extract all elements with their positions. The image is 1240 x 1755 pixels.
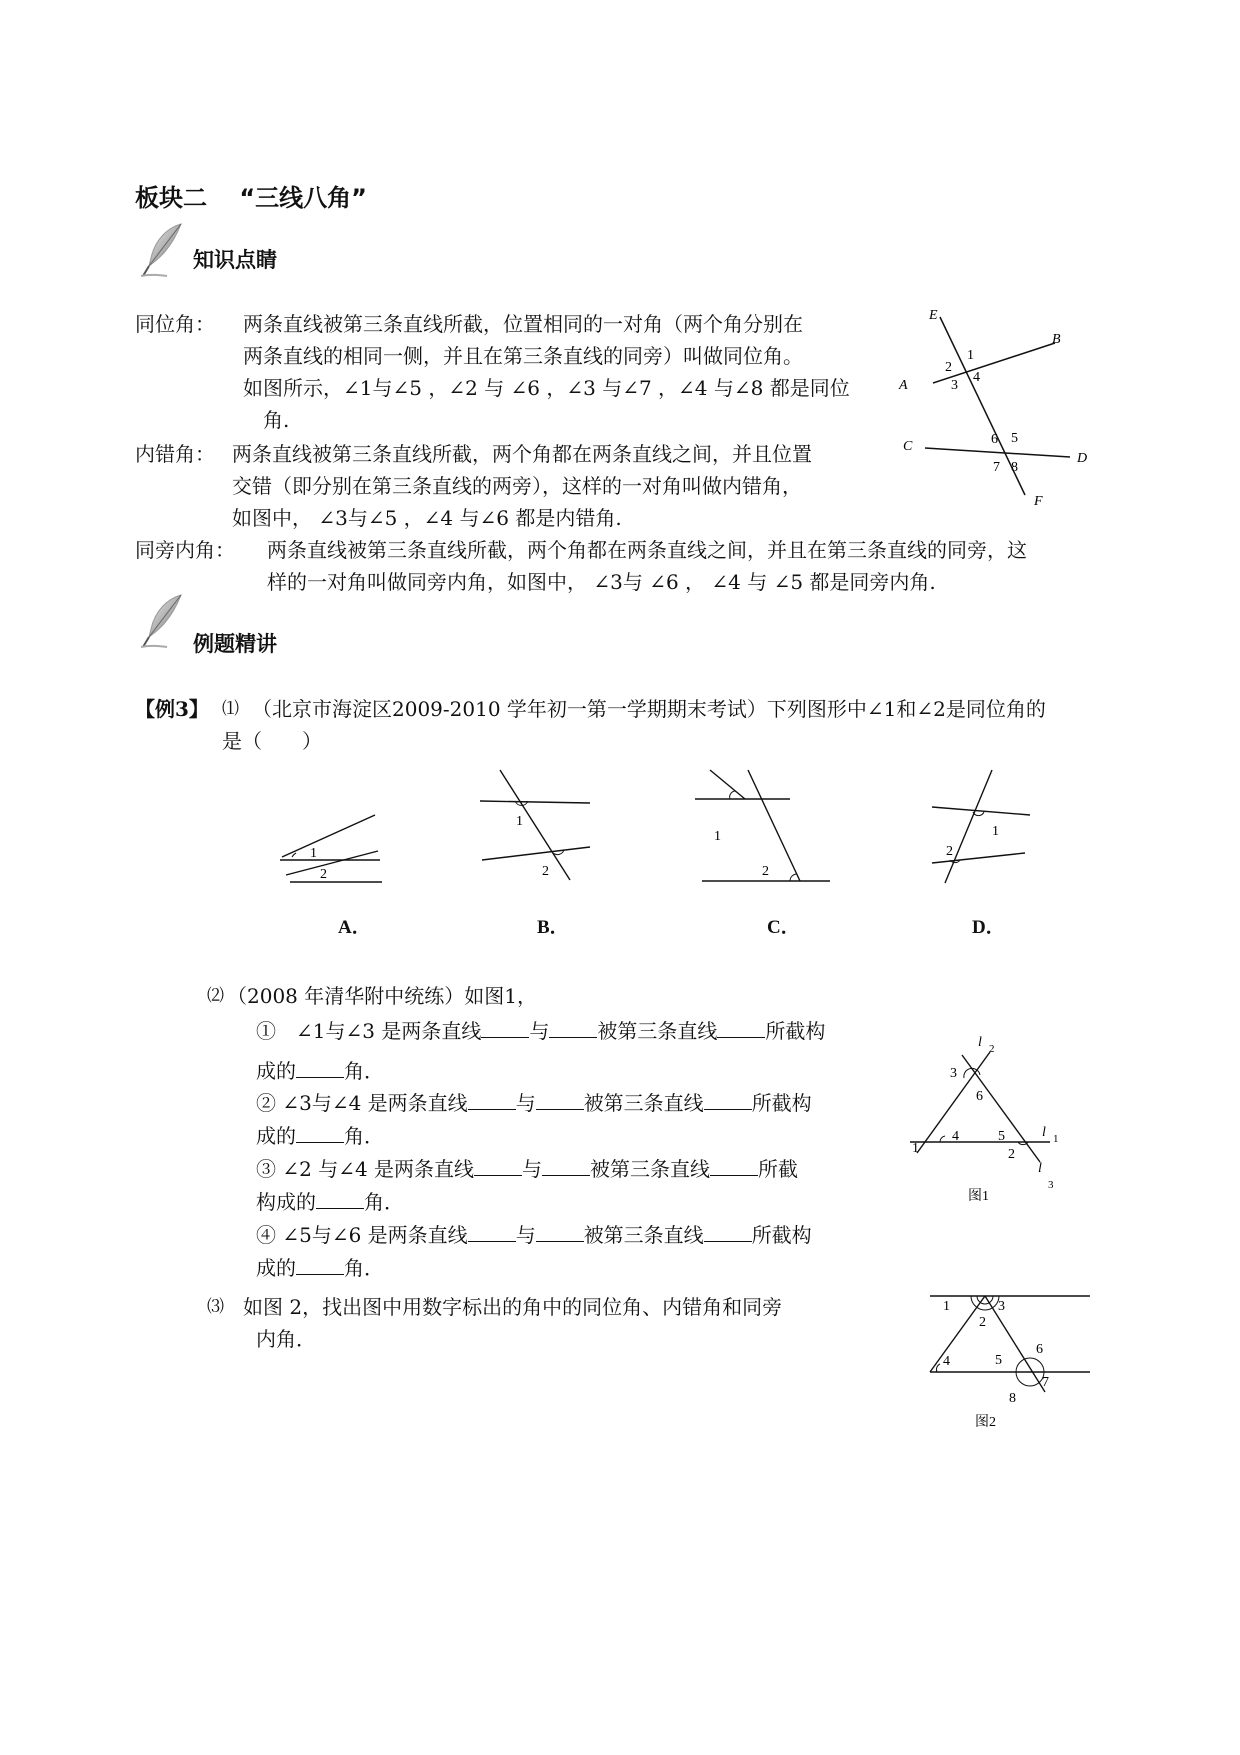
feather-icon bbox=[137, 222, 187, 282]
part3-line1: 如图 2，找出图中用数字标出的角中的同位角、内错角和同旁 bbox=[243, 1295, 783, 1319]
fig2-angle-1: 1 bbox=[943, 1299, 950, 1314]
fig2-caption: 图2 bbox=[975, 1415, 996, 1430]
q3-line2: 构成的 角． bbox=[256, 1190, 404, 1214]
fig2-angle-2: 2 bbox=[979, 1315, 986, 1330]
part2-num: ⑵ bbox=[207, 986, 224, 1006]
optB-angle-2: 2 bbox=[542, 864, 549, 879]
fig2-angle-8: 8 bbox=[1009, 1391, 1016, 1406]
q3-line1: ③ ∠2 与∠4 是两条直线 与 被第三条直线 所截 bbox=[256, 1157, 799, 1181]
part1-line2: 是（ ） bbox=[222, 729, 322, 753]
label-E: E bbox=[929, 308, 938, 323]
q4-line2: 成的 角． bbox=[256, 1256, 384, 1280]
figure-2 bbox=[925, 1288, 1095, 1438]
angle-5: 5 bbox=[1011, 431, 1018, 446]
q2-blank-d[interactable] bbox=[296, 1122, 344, 1143]
q3-blank-a[interactable] bbox=[474, 1155, 522, 1176]
q4-blank-d[interactable] bbox=[296, 1254, 344, 1275]
term-corresponding: 同位角： bbox=[135, 312, 215, 336]
label-A: A bbox=[899, 378, 908, 393]
term-co-interior: 同旁内角： bbox=[135, 538, 235, 562]
fig1-l1-sub: 1 bbox=[1053, 1133, 1059, 1145]
fig2-angle-4: 4 bbox=[943, 1354, 950, 1369]
figure-option-D bbox=[932, 770, 1030, 883]
label-F: F bbox=[1034, 494, 1043, 509]
fig1-l1: l bbox=[1042, 1125, 1046, 1140]
option-A[interactable]: A． bbox=[338, 917, 371, 938]
example-tag: 【例3】 bbox=[135, 697, 209, 721]
label-D: D bbox=[1077, 451, 1088, 466]
q1-blank-b[interactable] bbox=[549, 1017, 597, 1038]
angle-6: 6 bbox=[991, 432, 998, 447]
page-title: 板块二 “三线八角” bbox=[135, 184, 367, 212]
def-alternate-line2: 交错（即分别在第三条直线的两旁），这样的一对角叫做内错角， bbox=[232, 474, 802, 498]
label-B: B bbox=[1052, 332, 1061, 347]
optA-angle-2: 2 bbox=[320, 867, 327, 882]
def-corresponding-line2: 两条直线的相同一侧，并且在第三条直线的同旁）叫做同位角。 bbox=[243, 344, 803, 368]
q1-line1: ① ∠1与∠3 是两条直线 与 被第三条直线 所截构 bbox=[256, 1019, 826, 1043]
fig2-angle-6: 6 bbox=[1036, 1342, 1043, 1357]
fig2-angle-7: 7 bbox=[1042, 1375, 1049, 1390]
optD-angle-1: 1 bbox=[992, 824, 999, 839]
option-C[interactable]: C． bbox=[767, 917, 800, 938]
q4-blank-b[interactable] bbox=[536, 1221, 584, 1242]
q4-blank-a[interactable] bbox=[468, 1221, 516, 1242]
figure-option-A bbox=[280, 815, 382, 882]
optA-angle-1: 1 bbox=[310, 846, 317, 861]
option-B[interactable]: B． bbox=[537, 917, 569, 938]
fig1-l3-sub: 3 bbox=[1048, 1179, 1054, 1191]
def-co-interior-line2: 样的一对角叫做同旁内角，如图中， ∠3与 ∠6 ， ∠4 与 ∠5 都是同旁内角. bbox=[267, 570, 936, 594]
term-alternate: 内错角： bbox=[135, 442, 215, 466]
fig1-angle-2: 2 bbox=[1008, 1147, 1015, 1162]
q2-blank-b[interactable] bbox=[536, 1089, 584, 1110]
fig1-l2-sub: 2 bbox=[989, 1043, 995, 1055]
angle-3: 3 bbox=[951, 378, 958, 393]
optB-angle-1: 1 bbox=[516, 814, 523, 829]
part3-line2: 内角． bbox=[256, 1327, 316, 1351]
figure-1 bbox=[900, 1030, 1080, 1205]
def-alternate-line1: 两条直线被第三条直线所截，两个角都在两条直线之间，并且位置 bbox=[232, 442, 812, 466]
figure-option-C bbox=[695, 770, 830, 881]
part1-line1: （北京市海淀区2009-2010 学年初一第一学期期末考试）下列图形中∠1和∠2是同位角的 bbox=[252, 697, 1046, 721]
part1-num: ⑴ bbox=[222, 699, 239, 719]
q1-line2: 成的 角． bbox=[256, 1059, 384, 1083]
def-co-interior-line1: 两条直线被第三条直线所截，两个角都在两条直线之间，并且在第三条直线的同旁，这 bbox=[267, 538, 1027, 562]
q3-blank-d[interactable] bbox=[316, 1188, 364, 1209]
fig1-angle-1: 1 bbox=[912, 1141, 919, 1156]
q2-line2: 成的 角． bbox=[256, 1124, 384, 1148]
q2-line1: ② ∠3与∠4 是两条直线 与 被第三条直线 所截构 bbox=[256, 1091, 812, 1115]
def-corresponding-line1: 两条直线被第三条直线所截，位置相同的一对角（两个角分别在 bbox=[243, 312, 803, 336]
part3-num: ⑶ bbox=[207, 1297, 224, 1317]
angle-1: 1 bbox=[967, 348, 974, 363]
feather-icon bbox=[137, 593, 187, 653]
angle-4: 4 bbox=[973, 370, 980, 385]
def-corresponding-line3: 如图所示，∠1与∠5 ，∠2 与 ∠6 ，∠3 与∠7 ，∠4 与∠8 都是同位 bbox=[243, 376, 850, 400]
angle-8: 8 bbox=[1011, 460, 1018, 475]
q1-blank-a[interactable] bbox=[481, 1017, 529, 1038]
def-corresponding-line4: 角. bbox=[263, 408, 290, 432]
optD-angle-2: 2 bbox=[946, 844, 953, 859]
section-knowledge: 知识点睛 bbox=[193, 248, 277, 272]
option-D[interactable]: D． bbox=[972, 917, 1005, 938]
label-C: C bbox=[903, 439, 913, 454]
q1-blank-d[interactable] bbox=[296, 1057, 344, 1078]
angle-7: 7 bbox=[993, 460, 1000, 475]
q4-blank-c[interactable] bbox=[704, 1221, 752, 1242]
q2-blank-c[interactable] bbox=[704, 1089, 752, 1110]
fig1-angle-3: 3 bbox=[950, 1066, 957, 1081]
def-alternate-line3: 如图中， ∠3与∠5 ，∠4 与∠6 都是内错角. bbox=[232, 506, 622, 530]
q3-blank-b[interactable] bbox=[542, 1155, 590, 1176]
optC-angle-2: 2 bbox=[762, 864, 769, 879]
fig1-l3: l bbox=[1038, 1161, 1042, 1176]
fig1-angle-5: 5 bbox=[998, 1129, 1005, 1144]
q4-line1: ④ ∠5与∠6 是两条直线 与 被第三条直线 所截构 bbox=[256, 1223, 812, 1247]
three-lines-figure bbox=[895, 305, 1115, 515]
part2-intro: （2008 年清华附中统练）如图1， bbox=[227, 984, 537, 1008]
fig2-angle-5: 5 bbox=[995, 1353, 1002, 1368]
section-examples: 例题精讲 bbox=[193, 632, 277, 656]
angle-2: 2 bbox=[945, 360, 952, 375]
fig1-angle-6: 6 bbox=[976, 1089, 983, 1104]
q2-blank-a[interactable] bbox=[468, 1089, 516, 1110]
option-figures bbox=[270, 765, 1030, 900]
q3-blank-c[interactable] bbox=[710, 1155, 758, 1176]
fig2-angle-3: 3 bbox=[998, 1299, 1005, 1314]
figure-option-B bbox=[480, 770, 590, 880]
fig1-angle-4: 4 bbox=[952, 1129, 959, 1144]
q1-blank-c[interactable] bbox=[717, 1017, 765, 1038]
optC-angle-1: 1 bbox=[714, 829, 721, 844]
fig1-l2: l bbox=[978, 1035, 982, 1050]
fig1-caption: 图1 bbox=[968, 1189, 989, 1204]
